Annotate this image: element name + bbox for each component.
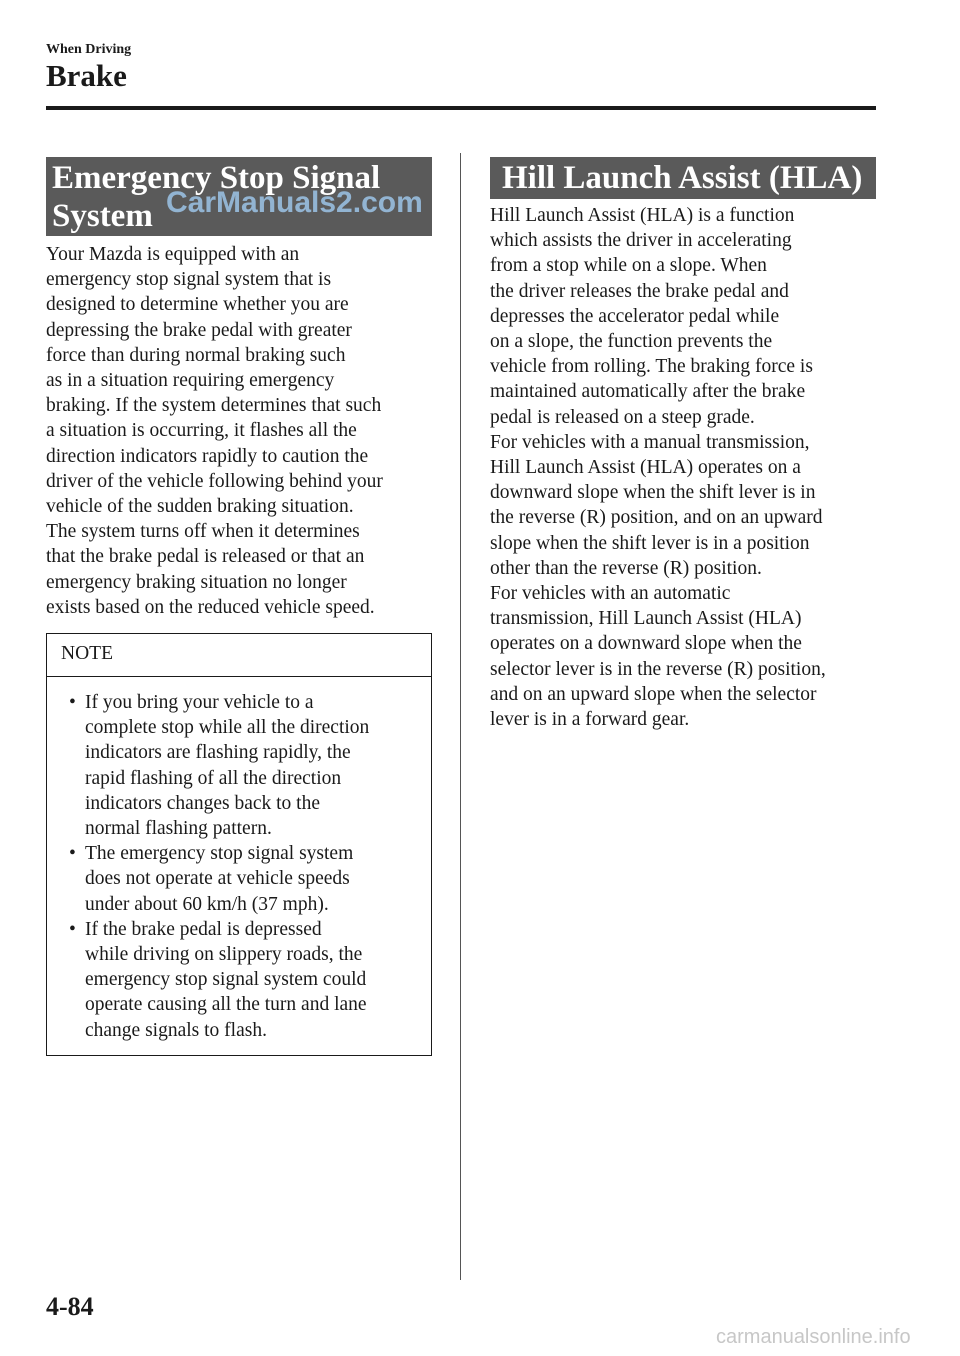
text-line: indicators are flashing rapidly, the	[85, 742, 351, 764]
text-line: If the brake pedal is depressed	[85, 918, 322, 940]
text-line: exists based on the reduced vehicle speed.	[46, 596, 375, 618]
text-line: complete stop while all the direction	[85, 717, 370, 739]
text-line: while driving on slippery roads, the	[85, 944, 363, 966]
text-line: lever is in a forward gear.	[490, 709, 690, 731]
text-line: on a slope, the function prevents the	[490, 331, 773, 353]
bullet-icon: •	[69, 843, 76, 865]
heading-line: System	[52, 198, 153, 234]
column-divider	[460, 153, 461, 1280]
text-line: the reverse (R) position, and on an upward	[490, 507, 823, 529]
hla-heading: Hill Launch Assist (HLA)	[490, 157, 876, 199]
watermark-overlay: CarManuals2.com	[166, 186, 423, 219]
text-line: rapid flashing of all the direction	[85, 767, 342, 789]
text-line: from a stop while on a slope. When	[490, 255, 767, 277]
note-box	[46, 633, 432, 1056]
note-title: NOTE	[61, 643, 113, 664]
text-line: does not operate at vehicle speeds	[85, 868, 350, 890]
page-title: Brake	[46, 58, 127, 93]
text-line: vehicle of the sudden braking situation.	[46, 496, 354, 518]
emergency-stop-body	[46, 242, 438, 620]
text-line: emergency stop signal system that is	[46, 269, 332, 291]
bullet-icon: •	[69, 918, 76, 940]
text-line: driver of the vehicle following behind your	[46, 470, 383, 492]
text-line: Hill Launch Assist (HLA) operates on a	[490, 457, 801, 479]
text-line: operate causing all the turn and lane	[85, 994, 367, 1016]
note-list	[47, 690, 431, 1043]
text-line: that the brake pedal is released or that an	[46, 546, 365, 568]
text-line: maintained automatically after the brake	[490, 381, 806, 403]
text-line: which assists the driver in accelerating	[490, 230, 792, 252]
text-line: For vehicles with a manual transmission,	[490, 431, 810, 453]
hla-body	[490, 203, 882, 732]
text-line: indicators changes back to the	[85, 792, 320, 814]
text-line: braking. If the system determines that such	[46, 395, 382, 417]
text-line: emergency stop signal system could	[85, 969, 367, 991]
text-line: force than during normal braking such	[46, 344, 346, 366]
text-line: pedal is released on a steep grade.	[490, 406, 755, 428]
text-line: emergency braking situation no longer	[46, 571, 347, 593]
note-item	[47, 917, 431, 1043]
note-divider	[47, 676, 431, 677]
text-line: selector lever is in the reverse (R) position,	[490, 658, 826, 680]
footer-watermark: carmanualsonline.info	[716, 1326, 911, 1348]
text-line: Hill Launch Assist (HLA) is a function	[490, 205, 795, 226]
text-line: slope when the shift lever is in a position	[490, 532, 810, 554]
text-line: If you bring your vehicle to a	[85, 692, 314, 713]
text-line: normal flashing pattern.	[85, 818, 272, 840]
text-line: depresses the accelerator pedal while	[490, 305, 780, 327]
text-line: and on an upward slope when the selector	[490, 683, 817, 705]
text-line: operates on a downward slope when the	[490, 633, 802, 655]
text-line: For vehicles with an automatic	[490, 583, 731, 605]
text-line: direction indicators rapidly to caution the	[46, 445, 369, 467]
bullet-icon: •	[69, 692, 76, 713]
note-item	[47, 841, 431, 917]
page-number: 4-84	[46, 1292, 94, 1321]
section-label: When Driving	[46, 42, 132, 57]
heading-line: Emergency Stop Signal	[52, 160, 381, 196]
text-line: designed to determine whether you are	[46, 294, 349, 316]
text-line: vehicle from rolling. The braking force is	[490, 356, 813, 378]
text-line: downward slope when the shift lever is in	[490, 482, 816, 504]
text-line: the driver releases the brake pedal and	[490, 280, 789, 302]
text-line: The system turns off when it determines	[46, 521, 360, 543]
text-line: as in a situation requiring emergency	[46, 370, 335, 392]
header-divider	[46, 106, 876, 110]
text-line: other than the reverse (R) position.	[490, 557, 762, 579]
text-line: change signals to flash.	[85, 1019, 267, 1041]
text-line: under about 60 km/h (37 mph).	[85, 893, 329, 915]
text-line: a situation is occurring, it flashes all the	[46, 420, 357, 442]
text-line: The emergency stop signal system	[85, 843, 354, 865]
text-line: depressing the brake pedal with greater	[46, 319, 352, 341]
text-line: Your Mazda is equipped with an	[46, 244, 300, 265]
text-line: transmission, Hill Launch Assist (HLA)	[490, 608, 802, 630]
note-item	[47, 690, 431, 841]
